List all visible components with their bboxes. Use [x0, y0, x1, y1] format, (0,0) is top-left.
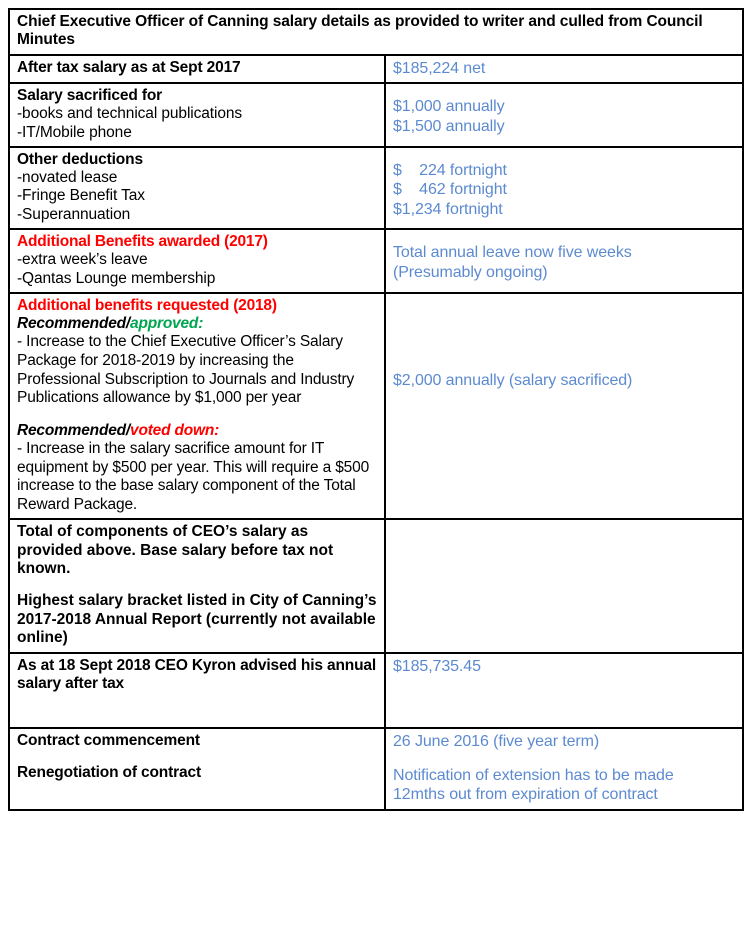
- additional-benefits-awarded-value-1: Total annual leave now five weeks: [393, 244, 632, 262]
- other-deductions-label-cell: [9, 147, 385, 229]
- additional-benefits-requested-value-cell: [385, 293, 743, 520]
- table-row-additional-benefits-requested: [9, 293, 743, 520]
- other-deductions-value-cell: [385, 147, 743, 229]
- after-tax-label-cell: [9, 55, 385, 84]
- other-deductions-item-1: -novated lease: [17, 169, 118, 187]
- table-row-contract: [9, 728, 743, 810]
- other-deductions-value-1: $ 224 fortnight: [393, 161, 507, 179]
- salary-details-table: [8, 8, 744, 811]
- salary-sacrificed-value-2: $1,500 annually: [393, 117, 505, 135]
- table-row-after-tax: [9, 55, 743, 84]
- additional-benefits-awarded-label-cell: [9, 229, 385, 293]
- recommended-slash: /: [125, 315, 131, 333]
- contract-commencement-value: 26 June 2016 (five year term): [393, 733, 600, 751]
- additional-benefits-requested-label-cell: [9, 293, 385, 520]
- value-spacer: [393, 297, 735, 341]
- approved-word: approved:: [130, 315, 204, 333]
- other-deductions-value-3: $1,234 fortnight: [393, 200, 503, 218]
- salary-sacrificed-value-1: $1,000 annually: [393, 98, 505, 116]
- totals-value-1: $238,644: [393, 533, 464, 553]
- totals-value-spacer-2: [393, 598, 735, 628]
- renegotiation-value-line-1: Notification of extension has to be made: [393, 766, 674, 784]
- salary-sacrificed-item-1: -books and technical publications: [17, 105, 243, 123]
- other-deductions-item-3: -Superannuation: [17, 205, 131, 223]
- other-deductions-item-2: -Fringe Benefit Tax: [17, 187, 145, 205]
- additional-benefits-awarded-item-1: -extra week’s leave: [17, 251, 148, 269]
- renegotiation-label: Renegotiation of contract: [17, 764, 201, 782]
- salary-sacrificed-value-cell: [385, 83, 743, 147]
- advised-2018-value: $185,735.45: [393, 657, 481, 675]
- contract-commencement-label: Contract commencement: [17, 732, 200, 750]
- recommended-word-2: Recommended: [17, 421, 126, 439]
- totals-label-1: Total of components of CEO’s salary as provided above. Base salary before tax not known.: [17, 523, 334, 578]
- additional-benefits-awarded-heading: Additional Benefits awarded (2017): [17, 233, 268, 251]
- table-row-totals: [9, 519, 743, 652]
- voted-down-body-text: - Increase in the salary sacrifice amount for IT equipment by $500 per year. This will require a $500 increase to the base salary component of the Total Reward Package.: [17, 440, 370, 513]
- value-spacer-2: [393, 341, 735, 371]
- other-deductions-heading: Other deductions: [17, 150, 143, 168]
- recommended-slash-2: /: [125, 421, 131, 439]
- table-row-other-deductions: [9, 147, 743, 229]
- after-tax-label: After tax salary as at Sept 2017: [17, 58, 241, 76]
- recommended-voted-down-label: [17, 422, 377, 440]
- paragraph-spacer: [17, 408, 377, 422]
- voted-down-word: voted down:: [130, 421, 220, 439]
- recommended-approved-label: [17, 315, 377, 333]
- advised-2018-label-cell: [9, 653, 385, 729]
- totals-value-spacer: [393, 554, 735, 598]
- salary-sacrificed-heading: Salary sacrificed for: [17, 87, 163, 105]
- additional-benefits-requested-value: $2,000 annually (salary sacrificed): [393, 371, 633, 389]
- additional-benefits-awarded-value-cell: [385, 229, 743, 293]
- additional-benefits-requested-heading: Additional benefits requested (2018): [17, 296, 277, 314]
- additional-benefits-awarded-item-2: -Qantas Lounge membership: [17, 269, 216, 287]
- after-tax-value: $185,224 net: [393, 59, 486, 77]
- totals-value-cell: [385, 519, 743, 652]
- table-row-salary-sacrificed: [9, 83, 743, 147]
- after-tax-value-cell: [385, 55, 743, 84]
- other-deductions-value-2: $ 462 fortnight: [393, 181, 507, 199]
- advised-2018-value-cell: [385, 653, 743, 729]
- totals-spacer: [17, 578, 377, 592]
- approved-body-text: - Increase to the Chief Executive Officer’s Salary Package for 2018-2019 by increasing the Professional Subscription to Journals and Industry Publications allowance by $1,000 per year: [17, 333, 355, 407]
- renegotiation-value-line-2: 12mths out from expiration of contract: [393, 786, 658, 804]
- contract-value-spacer: [393, 752, 735, 766]
- value-spacer: [393, 523, 735, 533]
- value-spacer: [393, 233, 735, 243]
- value-spacer: [393, 87, 735, 97]
- additional-benefits-awarded-value-2: (Presumably ongoing): [393, 263, 548, 281]
- table-row-advised-2018: [9, 653, 743, 729]
- salary-sacrificed-item-2: -IT/Mobile phone: [17, 123, 132, 141]
- advised-2018-label: As at 18 Sept 2018 CEO Kyron advised his annual salary after tax: [17, 656, 377, 692]
- document-title: Chief Executive Officer of Canning salary details as provided to writer and culled from Council Minutes: [9, 9, 743, 55]
- table-row-title: [9, 9, 743, 55]
- contract-label-cell: [9, 728, 385, 810]
- recommended-word: Recommended: [17, 315, 126, 333]
- value-spacer: [393, 151, 735, 161]
- contract-value-cell: [385, 728, 743, 810]
- totals-label-2: Highest salary bracket listed in City of Canning’s 2017-2018 Annual Report (currently not available online): [17, 592, 377, 646]
- contract-spacer: [17, 750, 377, 764]
- row-spacer: [17, 693, 377, 723]
- table-row-additional-benefits-awarded: [9, 229, 743, 293]
- salary-sacrificed-label-cell: [9, 83, 385, 147]
- totals-label-cell: [9, 519, 385, 652]
- totals-value-2: $310,000 - $319,999: [393, 627, 550, 647]
